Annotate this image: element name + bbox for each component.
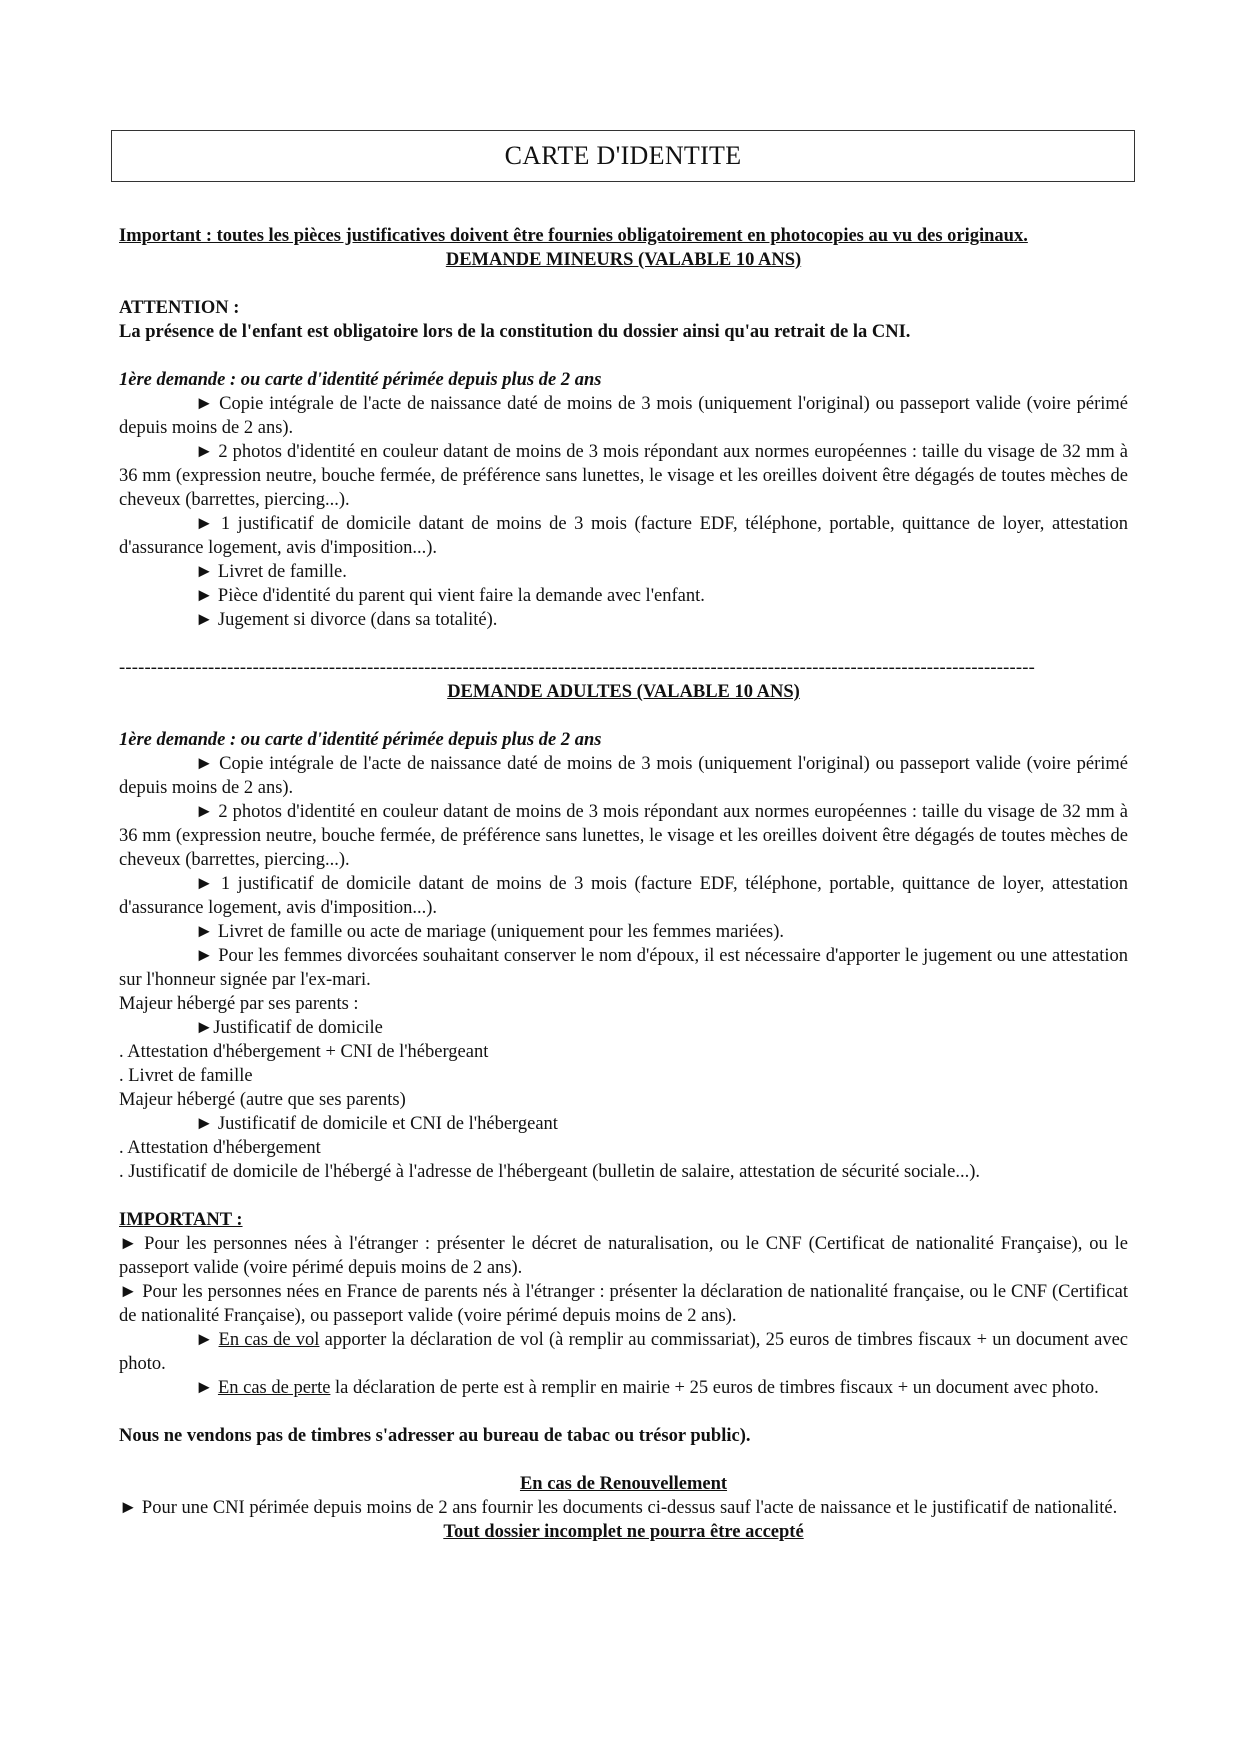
- perte-item: [119, 1376, 1128, 1400]
- list-item: ► Justificatif de domicile et CNI de l'hébergeant: [195, 1114, 558, 1134]
- renouvellement-text: ► Pour une CNI périmée depuis moins de 2 ans fournir les documents ci-dessus sauf l'acte de naissance et le justificatif de nationalité.: [119, 1498, 1118, 1518]
- subheading-mineurs-premiere-demande: 1ère demande : ou carte d'identité périmée depuis plus de 2 ans: [119, 370, 602, 390]
- vol-item: [119, 1328, 1128, 1376]
- vol-text: apporter la déclaration de vol (à remplir au commissariat), 25 euros de timbres fiscaux + un document avec photo.: [119, 1330, 1128, 1374]
- list-item: . Attestation d'hébergement: [119, 1138, 321, 1158]
- list-item: ► Livret de famille ou acte de mariage (uniquement pour les femmes mariées).: [195, 922, 785, 942]
- attention-text: La présence de l'enfant est obligatoire lors de la constitution du dossier ainsi qu'au retrait de la CNI.: [119, 322, 911, 342]
- important-notice: Important : toutes les pièces justificatives doivent être fournies obligatoirement en photocopies au vu des originaux.: [119, 226, 1028, 246]
- vol-label: En cas de vol: [218, 1330, 320, 1350]
- list-item: ► Copie intégrale de l'acte de naissance daté de moins de 3 mois (uniquement l'original) ou passeport valide (voire périmé depuis moins de 2 ans).: [119, 754, 1128, 798]
- page-title: CARTE D'IDENTITE: [111, 130, 1135, 182]
- list-item: ►Justificatif de domicile: [195, 1018, 383, 1038]
- list-item: ► 2 photos d'identité en couleur datant de moins de 3 mois répondant aux normes européennes : taille du visage de 32 mm à 36 mm (expression neutre, bouche fermée, de préférence sans lunettes, le visage et les oreilles doivent être dégagés de toutes mèches de cheveux (barrettes, piercing...).: [119, 802, 1128, 870]
- section-heading-renouvellement: En cas de Renouvellement: [519, 1474, 728, 1494]
- list-item: ► Livret de famille.: [195, 562, 347, 582]
- subheading-adultes-premiere-demande: 1ère demande : ou carte d'identité périmée depuis plus de 2 ans: [119, 730, 602, 750]
- attention-label: ATTENTION :: [119, 298, 240, 318]
- perte-label: En cas de perte: [217, 1378, 331, 1398]
- separator-line: ------------------------------------------------------------------------------------------------------------------------------------------------: [119, 658, 1035, 678]
- arrow-icon: ►: [195, 1378, 218, 1398]
- list-item: ► Pour les personnes nées à l'étranger : présenter le décret de naturalisation, ou le CNF (Certificat de nationalité Française), ou le passeport valide (voire périmé depuis moins de 2 ans).: [119, 1234, 1128, 1278]
- heberge-parents-label: Majeur hébergé par ses parents :: [119, 994, 359, 1014]
- list-item: . Livret de famille: [119, 1066, 253, 1086]
- list-item: . Justificatif de domicile de l'hébergé à l'adresse de l'hébergeant (bulletin de salaire, attestation de sécurité sociale...).: [119, 1162, 981, 1182]
- document-body: [119, 224, 1128, 1544]
- section-heading-mineurs: DEMANDE MINEURS (VALABLE 10 ANS): [445, 250, 802, 270]
- list-item: ► 1 justificatif de domicile datant de moins de 3 mois (facture EDF, téléphone, portable, quittance de loyer, attestation d'assurance logement, avis d'imposition...).: [119, 514, 1128, 558]
- important-heading: IMPORTANT :: [119, 1210, 243, 1230]
- timbres-note: Nous ne vendons pas de timbres s'adresser au bureau de tabac ou trésor public).: [119, 1426, 751, 1446]
- list-item: ► Pour les personnes nées en France de parents nés à l'étranger : présenter la déclaration de nationalité française, ou le CNF (Certificat de nationalité Française), ou passeport valide (voire périmé depuis moins de 2 ans).: [119, 1282, 1128, 1326]
- heberge-autre-label: Majeur hébergé (autre que ses parents): [119, 1090, 406, 1110]
- list-item: . Attestation d'hébergement + CNI de l'hébergeant: [119, 1042, 489, 1062]
- list-item: ► 2 photos d'identité en couleur datant de moins de 3 mois répondant aux normes européennes : taille du visage de 32 mm à 36 mm (expression neutre, bouche fermée, de préférence sans lunettes, le visage et les oreilles doivent être dégagés de toutes mèches de cheveux (barrettes, piercing...).: [119, 442, 1128, 510]
- footer-note: Tout dossier incomplet ne pourra être accepté: [443, 1522, 804, 1542]
- list-item: ► 1 justificatif de domicile datant de moins de 3 mois (facture EDF, téléphone, portable, quittance de loyer, attestation d'assurance logement, avis d'imposition...).: [119, 874, 1128, 918]
- list-item: ► Jugement si divorce (dans sa totalité).: [195, 610, 498, 630]
- list-item: ► Copie intégrale de l'acte de naissance daté de moins de 3 mois (uniquement l'original) ou passeport valide (voire périmé depuis moins de 2 ans).: [119, 394, 1128, 438]
- perte-text: la déclaration de perte est à remplir en mairie + 25 euros de timbres fiscaux + un document avec photo.: [330, 1378, 1099, 1398]
- list-item: ► Pièce d'identité du parent qui vient faire la demande avec l'enfant.: [195, 586, 705, 606]
- section-heading-adultes: DEMANDE ADULTES (VALABLE 10 ANS): [447, 682, 800, 702]
- arrow-icon: ►: [195, 1330, 219, 1350]
- list-item: ► Pour les femmes divorcées souhaitant conserver le nom d'époux, il est nécessaire d'apporter le jugement ou une attestation sur l'honneur signée par l'ex-mari.: [119, 946, 1128, 990]
